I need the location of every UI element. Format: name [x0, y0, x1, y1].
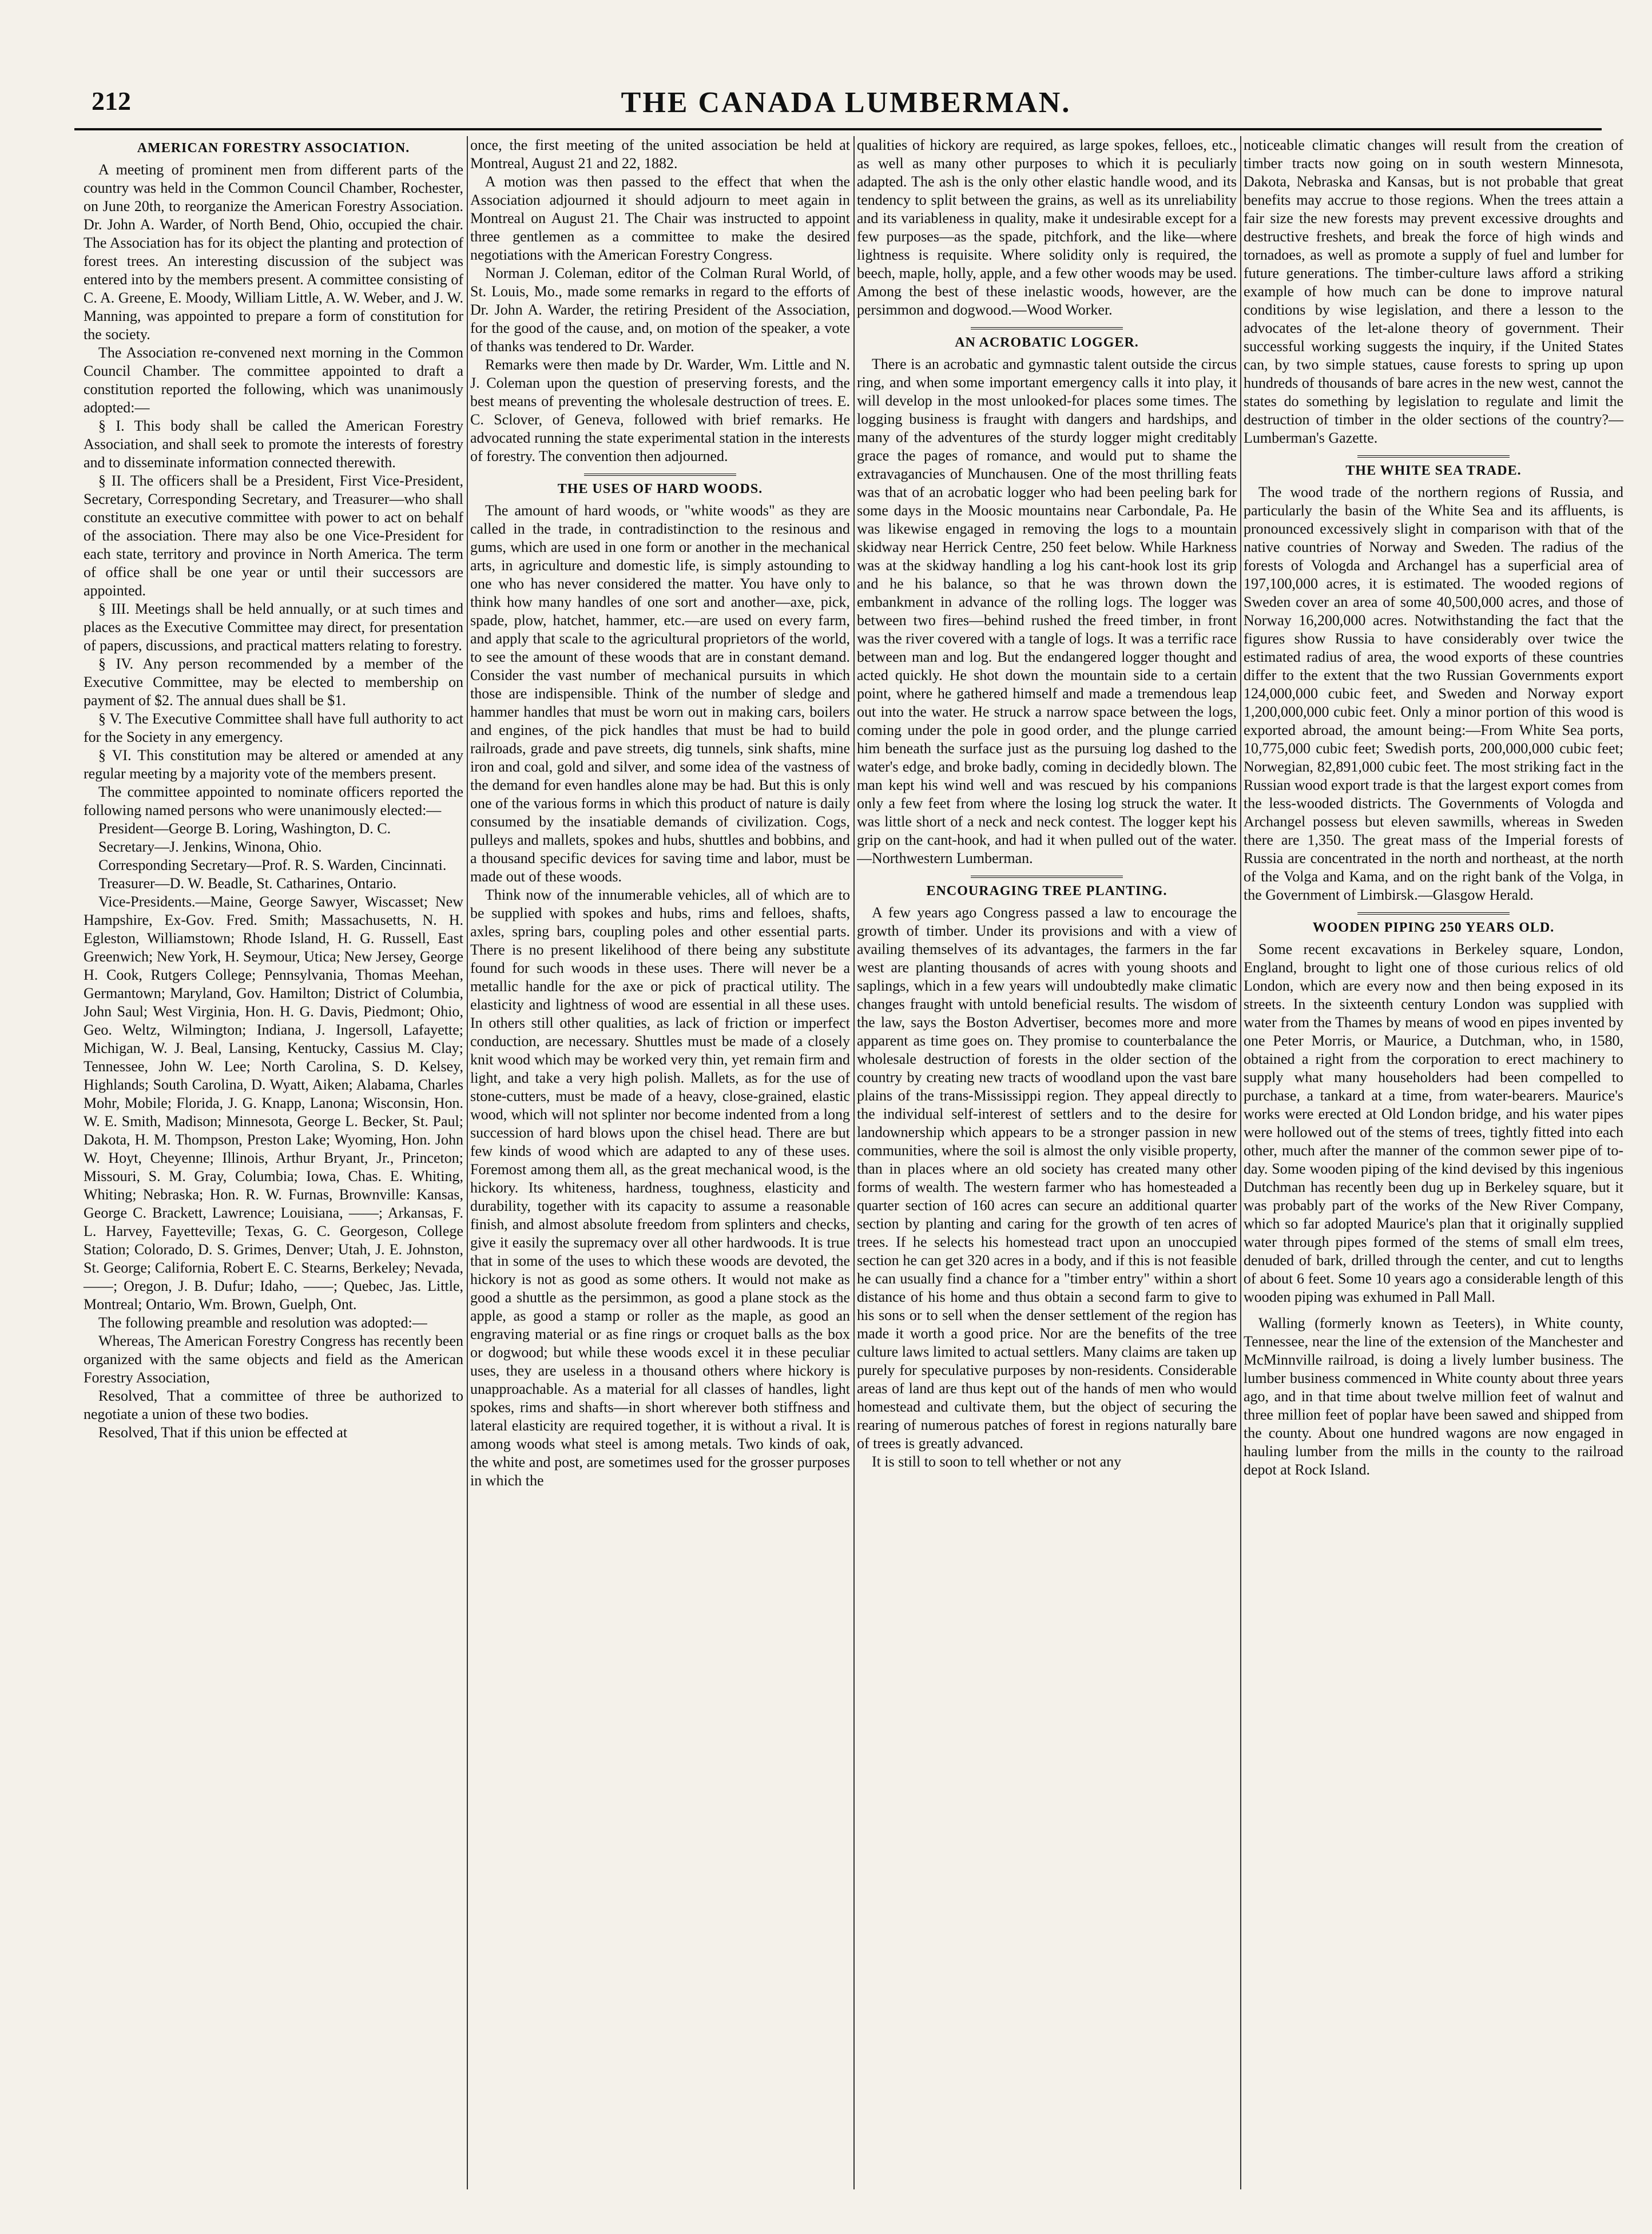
article: [857, 327, 1237, 868]
article-paragraph: § VI. This constitution may be altered or amended at any regular meeting by a majority vote of the members present.: [84, 747, 463, 782]
article-paragraph: noticeable climatic changes will result from the creation of timber tracts now going on in south western Minnesota, Dakota, Nebraska and Kansas, but is not probable that great benefits may accrue to those regions. When the trees attain a fair size the new forests may prevent excessive droughts and destructive freshets, and break the force of high winds and tornadoes, as well as promote a supply of fuel and lumber for future generations. The timber-culture laws afford a striking example of how much can be done to improve natural conditions by wise legislation, and there a lesson to the advocates of the let-alone theory of government. Their successful working suggests the inquiry, if the United States can, by two simple statues, cause forests to spring up upon hundreds of thousands of bare acres in the new west, cannot the states do something by legislation to regulate and limit the destruction of timber in the older sections of the country?—Lumberman's Gazette.: [1244, 137, 1623, 446]
article-paragraph: It is still to soon to tell whether or not any: [872, 1453, 1122, 1470]
column-divider: [467, 136, 468, 2189]
article-paragraph: A motion was then passed to the effect that when the Association adjourned it should adjourn to meet again in Montreal on August 21. The Chair was instructed to appoint three gentlemen as a committee to make the desired negotiations with the American Forestry Congress.: [470, 173, 850, 263]
article-paragraph: Remarks were then made by Dr. Warder, Wm. Little and N. J. Coleman upon the question of preserving forests, and the best means of preventing the wholesale destruction of trees. E. C. Sclover, of Geneva, followed with brief remarks. He advocated running the state experimental station in the interests of forestry. The convention then adjourned.: [470, 356, 850, 464]
article-paragraph: Walling (formerly known as Teeters), in White county, Tennessee, near the line of the extension of the Manchester and McMinnville railroad, is doing a lively lumber business. The lumber business commenced in White county about three years ago, and in that time about twelve million feet of walnut and three million feet of poplar have been sawed and shipped from the county. About one hundred wagons are now engaged in hauling lumber from the mills in the county to the railroad depot at Rock Island.: [1244, 1315, 1623, 1478]
article-paragraph: The committee appointed to nominate officers reported the following named persons who were unanimously elected:—: [84, 784, 463, 818]
article-headline: ENCOURAGING TREE PLANTING.: [857, 876, 1237, 899]
article-paragraph: The Association re-convened next morning in the Common Council Chamber. The committee appointed to draft a constitution reported the following, which was unanimously adopted:—: [84, 344, 463, 416]
article-paragraph: There is an acrobatic and gymnastic talent outside the circus ring, and when some important emergency calls it into play, it will develop in the most unlooked-for places some times. The logging business is fraught with dangers and hardships, and many of the adventures of the sturdy logger might creditably grace the pages of romance, and would put to shame the extravagancies of Munchausen. One of the most thrilling feats was that of an acrobatic logger who had been peeling bark for some days in the Moosic mountains near Carbondale, Pa. He was likewise engaged in removing the logs to a mountain skidway near Herrick Centre, 250 feet below. While Harkness was at the skidway handling a log his cant-hook lost its grip and he his balance, so that he was thrown down the embankment in advance of the rolling logs. The logger was between two fires—behind rushed the freed timber, in front was the river covered with a tangle of logs. It was a terrific race between man and log. But the endangered logger thought and acted quickly. He shot down the mountain side to a certain point, where he gathered himself and made a tremendous leap out into the water. He struck a narrow space between the logs, coming under the pole in good order, and the plunge carried him beneath the surface just as the pursuing log dashed to the water's edge, and broke badly, coming in decidedly blown. The man kept his wind well and was rescued by his companions only a few feet from where the losing log struck the water. It was little short of a neck and neck contest. The logger kept his grip on the cant-hook, and had it when pulled out of the water.—Northwestern Lumberman.: [857, 356, 1237, 866]
article-paragraph: § I. This body shall be called the American Forestry Association, and shall seek to promote the interests of forestry and to disseminate information connected therewith.: [84, 418, 463, 471]
page-number: 212: [92, 86, 131, 116]
article-headline: THE WHITE SEA TRADE.: [1244, 455, 1623, 479]
article: [470, 474, 850, 1490]
article-paragraph: Think now of the innumerable vehicles, all of which are to be supplied with spokes and hubs, rims and felloes, shafts, axles, spring bars, coupling poles and other essential parts. There is no present likelihood of there being any substitute found for such woods in these uses. There will never be a metallic handle for the axe or pick of practical utility. The elasticity and lightness of wood are essential in all these uses. In others still other qualities, as lack of friction or imperfect conduction, are necessary. Shuttles must be made of a closely knit wood which may be worked very thin, yet remain firm and light, and take a very high polish. Mallets, as for the use of stone-cutters, must be made of a heavy, close-grained, elastic wood, which will not splinter nor become indented from a long succession of hard blows upon the chisel head. There are but few kinds of wood which are adapted to any of these uses. Foremost among them all, as the great mechanical wood, is the hickory. Its whiteness, hardness, toughness, elasticity and durability, together with its capacity to assume a reasonable finish, and almost absolute freedom from splinters and checks, give it easily the supremacy over all other hardwoods. It is true that in some of the uses to which these woods are devoted, the hickory is not as good as some others. It would not make as good a shuttle as the persimmon, as good a plane stock as the apple, as good a stamp or roller as the maple, as good an engraving material or as fine rings or croquet balls as the box or dogwood; but while these woods excel it in these peculiar uses, they are useless in a thousand others where hickory is unapproachable. As a material for all classes of handles, light spokes, rims and shafts—in short wherever both stiffness and lateral elasticity are required together, it is without a rival. It is among woods what steel is among metals. Two kinds of oak, the white and post, are sometimes used for the grosser purposes in which the: [470, 887, 850, 1489]
article-headline: THE USES OF HARD WOODS.: [470, 474, 850, 497]
article-paragraph: The wood trade of the northern regions of Russia, and particularly the basin of the White Sea and its affluents, is pronounced excessively slight in comparison with that of the native countries of Norway and Sweden. The radius of the forests of Vologda and Archangel has a superficial area of 197,100,000 acres, it is estimated. The wooded regions of Sweden cover an area of some 40,500,000 acres, and those of Norway 16,200,000 acres. Notwithstanding the fact that the figures show Russia to have considerably over twice the estimated radius of area, the wood exports of these countries differ to the extent that the two Russian Governments export 124,000,000 cubic feet, and Sweden and Norway export 1,200,000,000 cubic feet. Only a minor portion of this wood is exported abroad, the amount being:—From White Sea ports, 10,775,000 cubic feet; Swedish ports, 200,000,000 cubic feet; Norwegian, 82,891,000 cubic feet. The most striking fact in the Russian wood export trade is that the largest export comes from the less-wooded districts. The Governments of Vologda and Archangel possess but eleven sawmills, whereas in Sweden there are 1,350. The great mass of the Imperial forests of Russia are concentrated in the north and northeast, at the north of the Volga and Kama, and on the right bank of the Volga, in the Government of Limbirsk.—Glasgow Herald.: [1244, 484, 1623, 903]
article-paragraph: Resolved, That a committee of three be authorized to negotiate a union of these two bodies.: [84, 1388, 463, 1422]
column-4: [1240, 136, 1627, 2189]
article: [1244, 455, 1623, 904]
article-paragraph: Resolved, That if this union be effected at: [98, 1424, 348, 1441]
article-paragraph: Secretary—J. Jenkins, Winona, Ohio.: [98, 838, 322, 855]
article-paragraph: Treasurer—D. W. Beadle, St. Catharines, Ontario.: [98, 875, 397, 892]
article-paragraph: § IV. Any person recommended by a member of the Executive Committee, may be elected to membership on payment of $2. The annual dues shall be $1.: [84, 655, 463, 709]
article-paragraph: Vice-Presidents.—Maine, George Sawyer, Wiscasset; New Hampshire, Ex-Gov. Fred. Smith; Massachusetts, N. H. Egleston, Williamstown; Rhode Island, H. G. Russell, East Greenwich; New York, H. Seymour, Utica; New Jersey, George H. Cook, Rutgers College; Pennsylvania, Thomas Meehan, Germantown; Maryland, Gov. Hamilton; District of Columbia, John Saul; West Virginia, Hon. H. G. Davis, Piedmont; Ohio, Geo. Weltz, Wilmington; Indiana, J. Ingersoll, Lafayette; Michigan, W. J. Beal, Lansing, Kentucky, Cassius M. Clay; Tennessee, John W. Lee; North Carolina, S. D. Kelsey, Highlands; South Carolina, D. Wyatt, Aiken; Alabama, Charles Mohr, Mobile; Florida, J. G. Knapp, Lanona; Wisconsin, Hon. W. E. Smith, Madison; Minnesota, George L. Becker, St. Paul; Dakota, H. M. Thompson, Preston Lake; Wyoming, Hon. John W. Hoyt, Cheyenne; Illinois, Arthur Bryant, Jr., Princeton; Missouri, S. M. Gray, Columbia; Iowa, Chas. E. Whiting, Whiting; Nebraska; Hon. R. W. Furnas, Brownville: Kansas, George C. Brackett, Lawrence; Louisiana, ——; Arkansas, F. L. Harvey, Fayetteville; Texas, G. C. Georgeson, College Station; Colorado, D. S. Grimes, Denver; Utah, J. E. Johnston, St. George; California, Robert E. C. Stearns, Berkeley; Nevada, ——; Oregon, J. B. Dufur; Idaho, ——; Quebec, Jas. Little, Montreal; Ontario, Wm. Brown, Guelph, Ont.: [84, 893, 463, 1313]
column-3: [853, 136, 1240, 2189]
article-paragraph: qualities of hickory are required, as large spokes, felloes, etc., as well as many other purposes to which it is peculiarly adapted. The ash is the only other elastic handle wood, and its tendency to split between the grains, as well as its unreliability and its variableness in quality, make it undesirable except for a few purposes—as the spade, pitchfork, and the like—where lightness is requisite. Where solidity only is required, the beech, maple, holly, apple, and a few other woods may be used. Among the best of these inelastic woods, however, are the persimmon and dogwood.—Wood Worker.: [857, 137, 1237, 318]
article-paragraph: President—George B. Loring, Washington, D. C.: [98, 820, 391, 837]
article-paragraph: § II. The officers shall be a President, First Vice-President, Secretary, Corresponding Secretary, and Treasurer—who shall constitute an executive committee with power to act on behalf of the association. There may also be one Vice-President for each state, territory and province in North America. The term of office shall be one year or until their successors are appointed.: [84, 472, 463, 599]
article-paragraph: Norman J. Coleman, editor of the Colman Rural World, of St. Louis, Mo., made some remarks in regard to the efforts of Dr. John A. Warder, the retiring President of the Association, for the good of the cause, and, on motion of the speaker, a vote of thanks was tendered to Dr. Warder.: [470, 265, 850, 355]
article-paragraph: Corresponding Secretary—Prof. R. S. Warden, Cincinnati.: [98, 857, 447, 873]
masthead: [92, 86, 1601, 120]
column-2: [467, 136, 853, 2189]
article: [1244, 136, 1623, 447]
publication-title: THE CANADA LUMBERMAN.: [621, 86, 1071, 119]
article-paragraph: The amount of hard woods, or "white woods" as they are called in the trade, in contradistinction to the resinous and gums, which are used in one form or another in the mechanical arts, in agriculture and domestic life, is simply astounding to one who has never considered the matter. You have only to think how many handles of one sort and another—axe, pick, spade, plow, hatchet, hammer, etc.—are used on every farm, and apply that scale to the agricultural proprietors of the world, to see the amount of these woods that are in constant demand. Consider the vast number of mechanical pursuits in which those are indispensible. Think of the number of sledge and hammer handles that must be worn out in making cars, boilers and engines, of the pick handles that must be had to build railroads, grade and pave streets, dig tunnels, sink shafts, mine iron and coal, gold and silver, and some idea of the vastness of the demand for even handles alone may be had. But this is only one of the various forms in which this product of nature is daily consumed by the insatiable demands of civilization. Cogs, pulleys and mallets, spokes and hubs, shuttles and bobbins, and a thousand specific devices for saving time and labor, must be made out of these woods.: [470, 502, 850, 885]
article-paragraph: Whereas, The American Forestry Congress has recently been organized with the same objects and field as the American Forestry Association,: [84, 1333, 463, 1386]
column-1: [80, 136, 467, 2189]
column-divider: [853, 136, 855, 2189]
article-headline: WOODEN PIPING 250 YEARS OLD.: [1244, 912, 1623, 936]
article-paragraph: The following preamble and resolution was adopted:—: [98, 1314, 427, 1331]
article: [857, 136, 1237, 319]
article: [1244, 912, 1623, 1306]
article: [470, 136, 850, 466]
article-paragraph: once, the first meeting of the united association be held at Montreal, August 21 and 22, 1882.: [470, 137, 850, 172]
article-paragraph: Some recent excavations in Berkeley square, London, England, brought to light one of those curious relics of old London, which are every now and then being exposed in its streets. In the sixteenth century London was supplied with water from the Thames by means of wood en pipes invented by one Peter Morris, or Maurice, a Dutchman, who, in 1580, obtained a right from the corporation to erect machinery to supply what many householders had been compelled to purchase, a tankard at a time, from water-bearers. Maurice's works were erected at Old London bridge, and his water pipes were hollowed out of the stems of trees, tightly fitted into each other, much after the manner of the common sewer pipe of to-day. Some wooden piping of the kind devised by this ingenious Dutchman has recently been dug up in Berkeley square, but it was probably part of the works of the New River Company, which so far adopted Maurice's plan that it originally supplied water through pipes formed of the stems of small elm trees, denuded of bark, drilled through the center, and cut to lengths of about 6 feet. Some 10 years ago a considerable length of this wooden piping was exhumed in Pall Mall.: [1244, 941, 1623, 1305]
article-headline: AN ACROBATIC LOGGER.: [857, 327, 1237, 351]
article-paragraph: § III. Meetings shall be held annually, or at such times and places as the Executive Committee may direct, for presentation of papers, discussions, and practical matters relating to forestry.: [84, 601, 463, 654]
header-rule: [74, 128, 1602, 130]
article-paragraph: § V. The Executive Committee shall have full authority to act for the Society in any emergency.: [84, 710, 463, 745]
column-divider: [1240, 136, 1241, 2189]
article: [1244, 1314, 1623, 1479]
article-headline: AMERICAN FORESTRY ASSOCIATION.: [137, 141, 410, 156]
article-paragraph: A few years ago Congress passed a law to encourage the growth of timber. Under its provisions and with a view of availing themselves of its advantages, the farmers in the far west are planting thousands of acres with young shoots and saplings, which in a few years will undoubtedly make climatic changes fraught with untold beneficial results. The wisdom of the law, says the Boston Advertiser, becomes more and more apparent as time goes on. They promise to counterbalance the wholesale destruction of forests in the older section of the country by creating new tracts of woodland upon the vast bare plains of the trans-Mississippi region. They appeal directly to the individual self-interest of settlers and to the desire for landownership which appears to be a stronger passion in new communities, where the soil is almost the only visible property, than in places where an old society has created many other forms of wealth. The western farmer who has homesteaded a quarter section of 160 acres can secure an additional quarter section by planting and caring for the growth of ten acres of trees. If he selects his homestead tract upon an unoccupied section he can get 320 acres in a body, and if this is not feasible he can usually find a chance for a "timber entry" within a short distance of his home and thus obtain a second farm to give to his sons or to sell when the denser settlement of the region has made it worth a good price. Nor are the benefits of the tree culture laws limited to actual settlers. Many claims are taken up purely for speculative purposes by non-residents. Considerable areas of land are thus kept out of the hands of men who would homestead and cultivate them, but the object of securing the rearing of numerous patches of forest in regions naturally bare of trees is greatly advanced.: [857, 904, 1237, 1452]
article: [857, 876, 1237, 1471]
article: [84, 141, 463, 1442]
article-paragraph: A meeting of prominent men from different parts of the country was held in the Common Council Chamber, Rochester, on June 20th, to reorganize the American Forestry Association. Dr. John A. Warder, of North Bend, Ohio, occupied the chair. The Association has for its object the planting and protection of forest trees. An interesting discussion of the subject was entered into by the members present. A committee consisting of C. A. Greene, E. Moody, William Little, A. W. Weber, and J. W. Manning, was appointed to prepare a form of constitution for the society.: [84, 161, 463, 343]
